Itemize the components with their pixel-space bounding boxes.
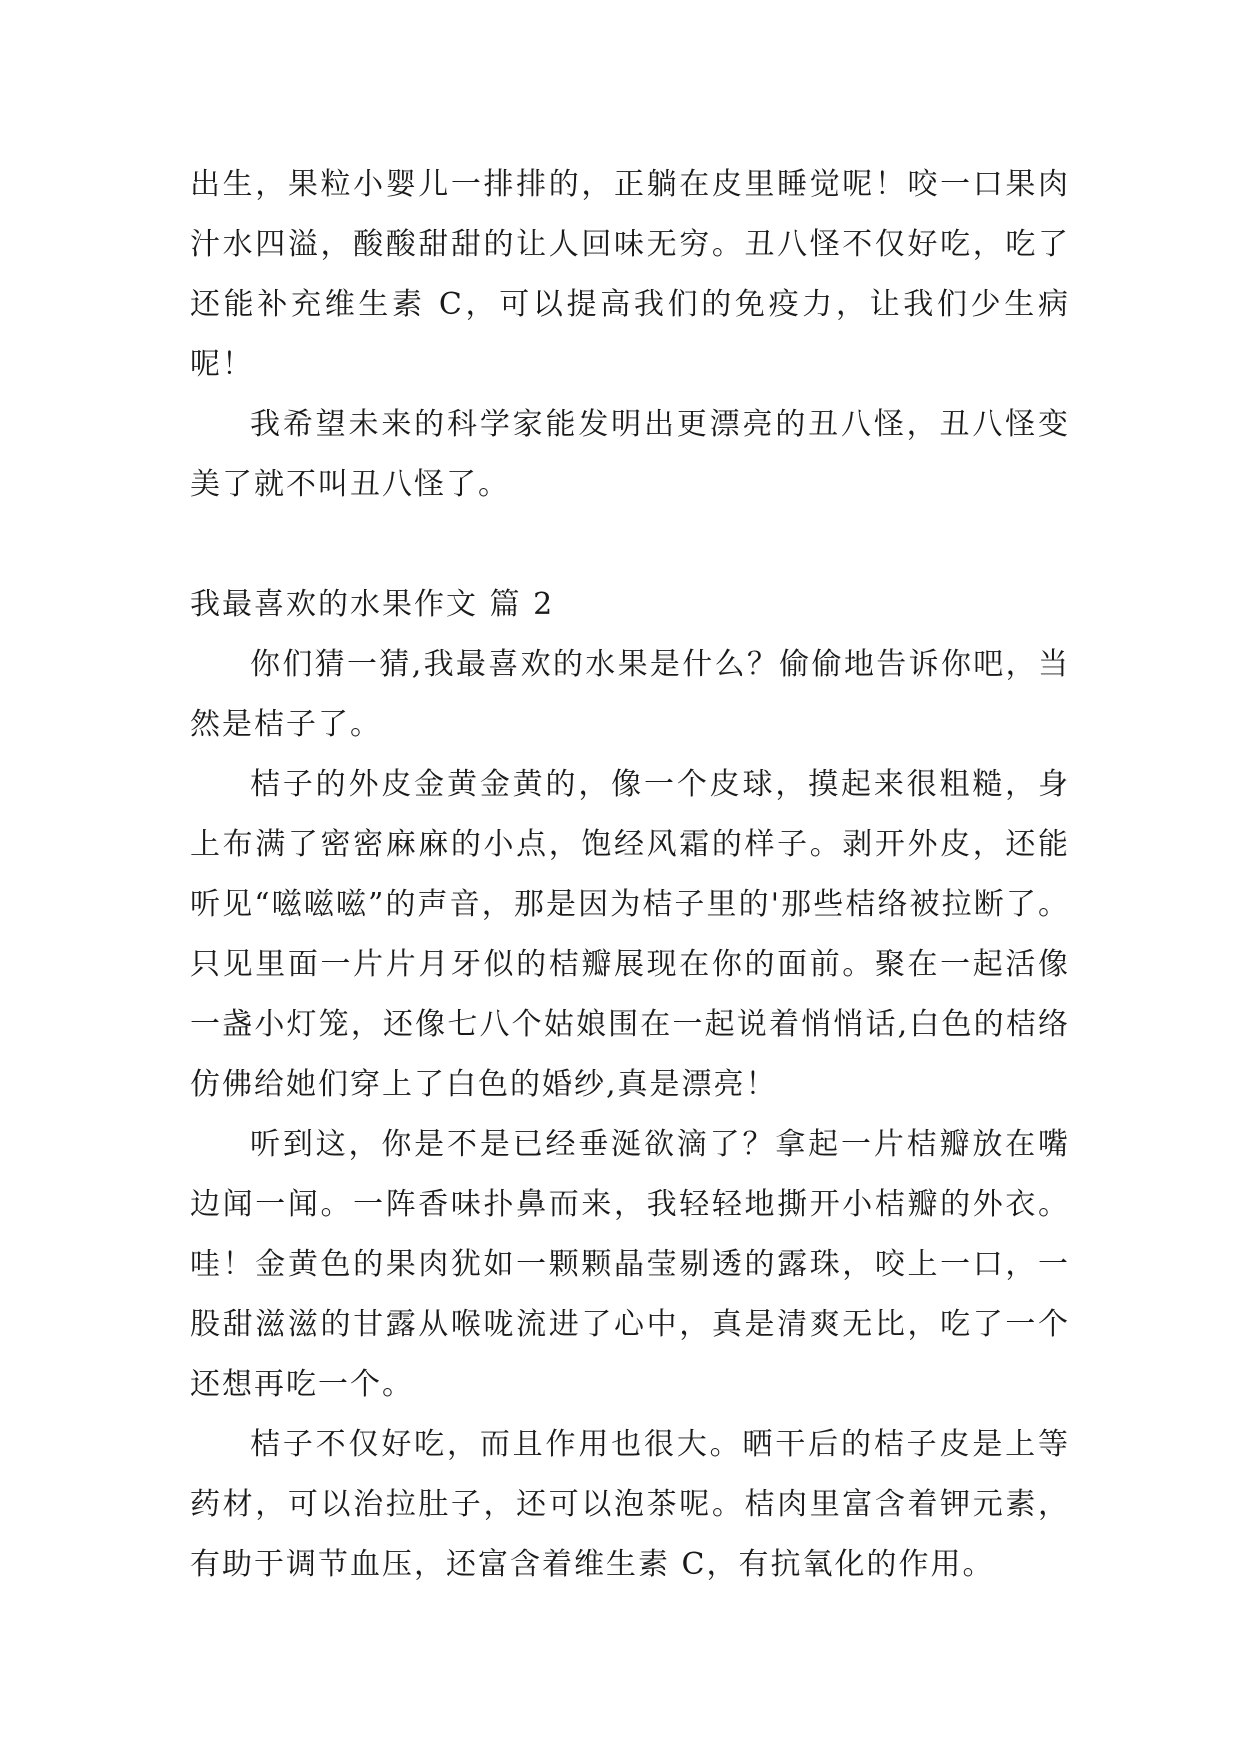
paragraph-continued: 出生，果粒小婴儿一排排的，正躺在皮里睡觉呢！咬一口果肉汁水四溢，酸酸甜甜的让人回味无穷。丑八怪不仅好吃，吃了还能补充维生素 C，可以提高我们的免疫力，让我们少生病呢！ [190,167,1070,382]
paragraph-peel: 桔子的外皮金黄金黄的，像一个皮球，摸起来很粗糙，身上布满了密密麻麻的小点，饱经风霜的样子。剥开外皮，还能听见“嗞嗞嗞”的声音，那是因为桔子里的'那些桔络被拉断了。只见里面一片片月牙似的桔瓣展现在你的面前。聚在一起活像一盏小灯笼，还像七八个姑娘围在一起说着悄悄话,白色的桔络仿佛给她们穿上了白色的婚纱,真是漂亮！ [190,767,1070,1102]
paragraph-intro: 你们猜一猜,我最喜欢的水果是什么？偷偷地告诉你吧，当然是桔子了。 [190,647,1070,742]
paragraph-taste: 听到这，你是不是已经垂涎欲滴了？拿起一片桔瓣放在嘴边闻一闻。一阵香味扑鼻而来，我轻轻地撕开小桔瓣的外衣。哇！金黄色的果肉犹如一颗颗晶莹剔透的露珠，咬上一口，一股甜滋滋的甘露从喉咙流进了心中，真是清爽无比，吃了一个还想再吃一个。 [190,1127,1070,1402]
document-body [190,155,1070,1595]
section-gap [190,515,1070,575]
paragraph-benefits: 桔子不仅好吃，而且作用也很大。晒干后的桔子皮是上等药材，可以治拉肚子，还可以泡茶呢。桔肉里富含着钾元素，有助于调节血压，还富含着维生素 C，有抗氧化的作用。 [190,1427,1070,1582]
section-heading: 我最喜欢的水果作文 篇 2 [190,587,555,622]
paragraph-wish: 我希望未来的科学家能发明出更漂亮的丑八怪，丑八怪变美了就不叫丑八怪了。 [190,407,1070,502]
